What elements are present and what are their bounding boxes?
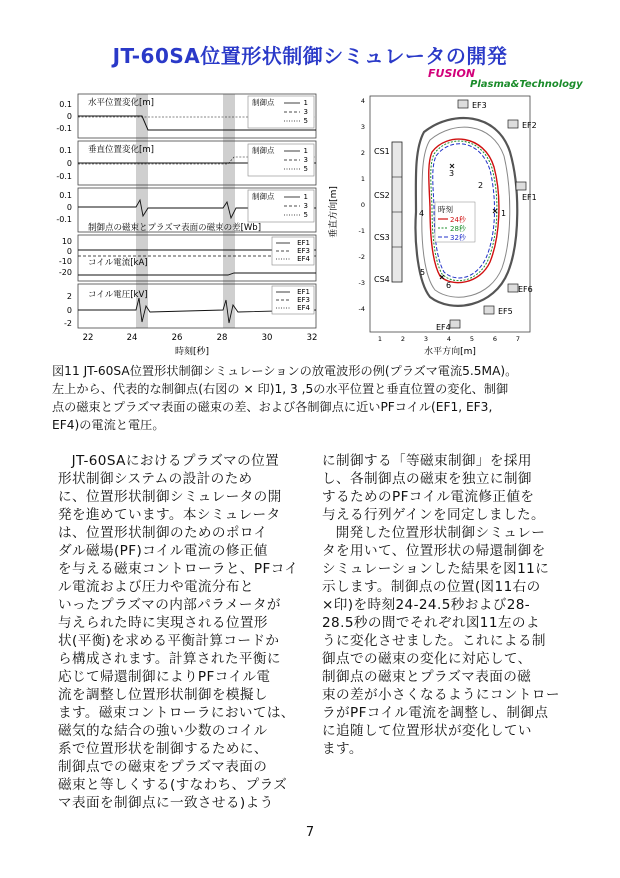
panel-5-legend-3: EF4 [297,304,310,312]
panel-5-legend-2: EF3 [297,296,310,304]
x-tick-5: 5 [469,335,475,343]
y-tick-1: 1 [360,175,365,183]
body-text-line: ×印)を時刻24-24.5秒および28- [322,597,531,613]
coil-cs4: CS4 [374,275,390,284]
time-tick-26: 26 [171,333,183,343]
body-text-line: 御点での磁束の変化に対応して、 [322,651,532,667]
body-text-line: 応じて帰還制御によりPFコイル電 [58,669,271,685]
panel-coil-current [59,235,316,281]
time-tick-28: 28 [216,333,228,343]
panel-3-legend-2: 3 [303,202,308,210]
body-text-line: し、各制御点の磁束を独立に制御 [322,471,532,487]
panel-4-label: コイル電流[kA] [88,258,148,268]
body-text-line: シミュレーションした結果を図11に [322,561,550,577]
coil-ef4: EF4 [436,323,451,332]
panel-flux-difference [56,188,316,233]
control-point-6: 6 [446,281,452,290]
panel-1-tick-1: 0 [66,112,72,121]
x-tick-1: 1 [377,335,383,343]
body-text-line: 形状制御システムの設計のため [58,471,253,487]
panel-3-legend-3: 5 [303,211,308,219]
time-legend-28s: 28秒 [450,225,466,233]
body-text-line: JT-60SAにおけるプラズマの位置 [71,453,280,469]
panel-3-tick-1: 0 [66,203,72,212]
panel-2-legend-3: 5 [303,165,308,173]
body-text-line: 与える行列ゲインを同定しました。 [322,507,545,523]
body-text-line: ラがPFコイル電流を調整し、制御点 [322,705,549,721]
y-tick-3: 3 [360,123,365,131]
time-tick-24: 24 [126,333,138,343]
body-text-line: マ表面を制御点に一致させる)よう [58,795,274,811]
x-tick-4: 4 [446,335,452,343]
panel-4-tick-3: -20 [58,268,72,277]
time-axis-label: 時刻[秒] [174,347,210,357]
body-text-line: ます。 [322,741,363,757]
panel-1-label: 水平位置変化[m] [88,98,154,108]
panel-5-tick-2: -2 [64,319,72,328]
panel-4-tick-1: 0 [66,247,72,256]
control-point-5: 5 [420,268,426,277]
control-point-2: 2 [478,181,484,190]
panel-1-tick-2: -0.1 [56,124,72,133]
body-text-line: タを用いて、位置形状の帰還制御を [322,543,546,559]
coil-ef6: EF6 [518,285,533,294]
body-text-line: 系で位置形状を制御するために、 [58,741,268,757]
body-text-line: うに変化させました。これによる制 [322,633,546,649]
page-title: JT-60SA位置形状制御シミュレータの開発 [112,44,508,68]
panel-vertical-position [56,141,316,185]
horizontal-axis-label: 水平方向[m] [424,347,476,357]
panel-1-legend-2: 3 [303,108,308,116]
panel-4-legend-2: EF3 [297,247,310,255]
time-tick-30: 30 [261,333,273,343]
panel-5-legend-1: EF1 [297,288,310,296]
panel-2-tick-0: 0.1 [59,146,72,155]
y-tick-4: 4 [360,97,365,105]
figure-11 [52,92,589,360]
panel-3-tick-0: 0.1 [59,191,72,200]
time-legend-title: 時刻 [438,205,453,214]
caption-line: 左上から、代表的な制御点(右図の × 印)1, 3 ,5の水平位置と垂直位置の変化、制御 [52,382,509,396]
body-text-line: 制御点の磁束とプラズマ表面の磁 [322,669,532,685]
y-tick-m1: -1 [358,227,365,235]
panel-2-tick-1: 0 [66,159,72,168]
body-text-line: ル電流および圧力や電流分布と [58,579,254,595]
body-text-line: 束の差が小さくなるようにコントロー [322,687,560,703]
panel-5-tick-0: 2 [66,292,72,301]
coil-cs3: CS3 [374,233,390,242]
y-tick-m3: -3 [358,279,365,287]
panel-5-label: コイル電圧[kV] [88,290,148,300]
panel-3-label: 制御点の磁束とプラズマ表面の磁束の差[Wb] [88,223,262,233]
coil-ef1: EF1 [522,193,537,202]
panel-1-legend-1: 1 [303,99,308,107]
control-point-3: 3 [449,169,455,178]
figure-svg [52,92,589,360]
body-text-line: 発を進めています。本シミュレータ [58,507,281,523]
coil-cs1: CS1 [374,147,390,156]
body-text-line: に追随して位置形状が変化してい [322,723,532,739]
time-tick-32: 32 [306,333,318,343]
panel-3-tick-2: -0.1 [56,215,72,224]
body-text-line: 磁束と等しくする(すなわち、プラズ [58,777,288,793]
control-point-4: 4 [419,209,425,218]
panel-4-tick-2: -10 [58,257,72,266]
body-text-line: 示します。制御点の位置(図11右の [322,579,541,595]
panel-2-legend-2: 3 [303,156,308,164]
body-column-right [322,452,572,758]
body-text-line: に制御する「等磁束制御」を採用 [322,453,532,469]
body-text-line: は、位置形状制御のためのポロイ [58,525,268,541]
body-text-line: ます。磁束コントローラにおいては、 [58,705,295,721]
caption-line: EF4)の電流と電圧。 [52,418,165,432]
y-tick-m2: -2 [358,253,365,261]
panel-1-legend-3: 5 [303,117,308,125]
body-column-left [58,452,308,812]
panel-2-legend-1: 1 [303,147,308,155]
y-tick-0: 0 [360,201,365,209]
body-text-line: 状(平衡)を求める平衡計算コードか [58,633,280,649]
panel-4-legend-1: EF1 [297,239,310,247]
y-tick-2: 2 [360,149,365,157]
panel-horizontal-position [56,94,316,138]
body-text-line: 磁気的な結合の強い少数のコイル [58,723,268,739]
time-tick-22: 22 [82,333,94,343]
panel-1-tick-0: 0.1 [59,100,72,109]
body-text-line: 与えられた時に実現される位置形 [58,615,268,631]
panel-2-legend-title: 制御点 [252,146,275,155]
coil-cs2: CS2 [374,191,390,200]
body-text-line: を与える磁束コントローラと、PFコイ [58,561,299,577]
x-tick-7: 7 [515,335,521,343]
vertical-axis-label: 垂直方向[m] [329,186,339,238]
body-text-line: ダル磁場(PF)コイル電流の修正値 [58,543,268,559]
panel-1-legend-title: 制御点 [252,98,275,107]
caption-line: 図11 JT-60SA位置形状制御シミュレーションの放電波形の例(プラズマ電流5.5MA)。 [52,364,518,378]
coil-ef5: EF5 [498,307,513,316]
panel-2-tick-2: -0.1 [56,172,72,181]
page-number: 7 [305,825,315,840]
panel-coil-voltage [64,284,316,328]
caption-line: 点の磁束とプラズマ表面の磁束の差、および各制御点に近いPFコイル(EF1, EF3, [52,400,493,414]
panel-4-legend-3: EF4 [297,255,310,263]
figure-caption [52,362,582,434]
time-legend-24s: 24秒 [450,216,466,224]
fusion-logo-text: FUSION [428,67,476,80]
body-text-line: 開発した位置形状制御シミュレー [335,525,546,541]
x-tick-6: 6 [492,335,498,343]
panel-3-legend-1: 1 [303,193,308,201]
control-point-1: 1 [501,209,507,218]
time-axis [83,333,318,357]
plasma-technology-logo-text: Plasma&Technology [470,79,583,90]
plasma-cross-section [327,96,537,357]
coil-ef3: EF3 [472,101,487,110]
body-text-line: に、位置形状制御シミュレータの開 [58,489,282,505]
x-tick-3: 3 [423,335,429,343]
body-text-line: するためのPFコイル電流修正値を [322,489,535,505]
body-text-line: 流を調整し位置形状制御を模擬し [58,687,268,703]
body-text-line: いったプラズマの内部パラメータが [58,597,281,613]
panel-4-tick-0: 10 [61,237,72,246]
body-text-line: ら構成されます。計算された平衡に [58,651,281,667]
y-tick-m4: -4 [358,305,365,313]
x-tick-2: 2 [400,335,406,343]
coil-ef2: EF2 [522,121,537,130]
body-text-line: 制御点での磁束をプラズマ表面の [58,759,268,775]
panel-2-label: 垂直位置変化[m] [88,145,154,155]
body-text-line: 28.5秒の間でそれぞれ図11左のよ [322,615,540,631]
panel-5-tick-1: 0 [66,306,72,315]
panel-3-legend-title: 制御点 [252,192,275,201]
time-legend-32s: 32秒 [450,234,466,242]
